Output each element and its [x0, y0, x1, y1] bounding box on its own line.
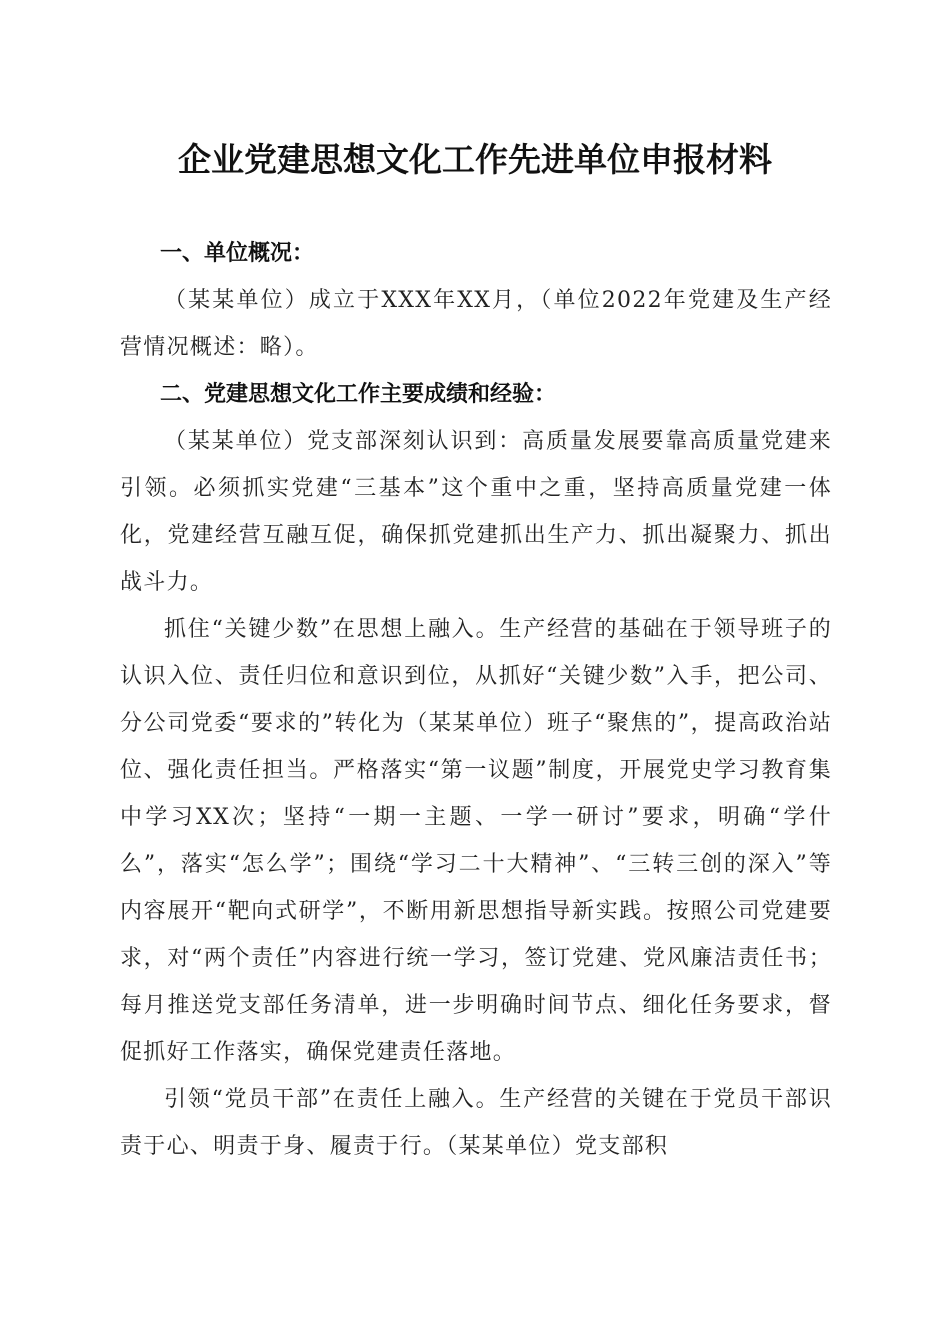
section-achievements	[120, 371, 832, 1170]
paragraph: 引领“党员干部”在责任上融入。生产经营的关键在于党员干部识责于心、明责于身、履责于行。（某某单位）党支部积	[120, 1087, 832, 1159]
document-title: 企业党建思想文化工作先进单位申报材料	[178, 140, 772, 179]
document-body	[120, 230, 832, 1170]
paragraph: （某某单位）成立于XXX年XX月，（单位2022年党建及生产经营情况概述：略）。	[120, 288, 832, 360]
paragraph: （某某单位）党支部深刻认识到：高质量发展要靠高质量党建来引领。必须抓实党建“三基本”这个重中之重，坚持高质量党建一体化，党建经营互融互促，确保抓党建抓出生产力、抓出凝聚力、抓出战斗力。	[120, 429, 832, 595]
section-heading: 一、单位概况：	[160, 241, 315, 266]
section-unit-overview	[120, 230, 832, 371]
paragraph: 抓住“关键少数”在思想上融入。生产经营的基础在于领导班子的认识入位、责任归位和意识到位，从抓好“关键少数”入手，把公司、分公司党委“要求的”转化为（某某单位）班子“聚焦的”，提高政治站位、强化责任担当。严格落实“第一议题”制度，开展党史学习教育集中学习XX次；坚持“一期一主题、一学一研讨”要求，明确“学什么”，落实“怎么学”；围绕“学习二十大精神”、“三转三创的深入”等内容展开“靶向式研学”，不断用新思想指导新实践。按照公司党建要求，对“两个责任”内容进行统一学习，签订党建、党风廉洁责任书；每月推送党支部任务清单，进一步明确时间节点、细化任务要求，督促抓好工作落实，确保党建责任落地。	[120, 617, 832, 1065]
section-heading: 二、党建思想文化工作主要成绩和经验：	[160, 382, 557, 407]
